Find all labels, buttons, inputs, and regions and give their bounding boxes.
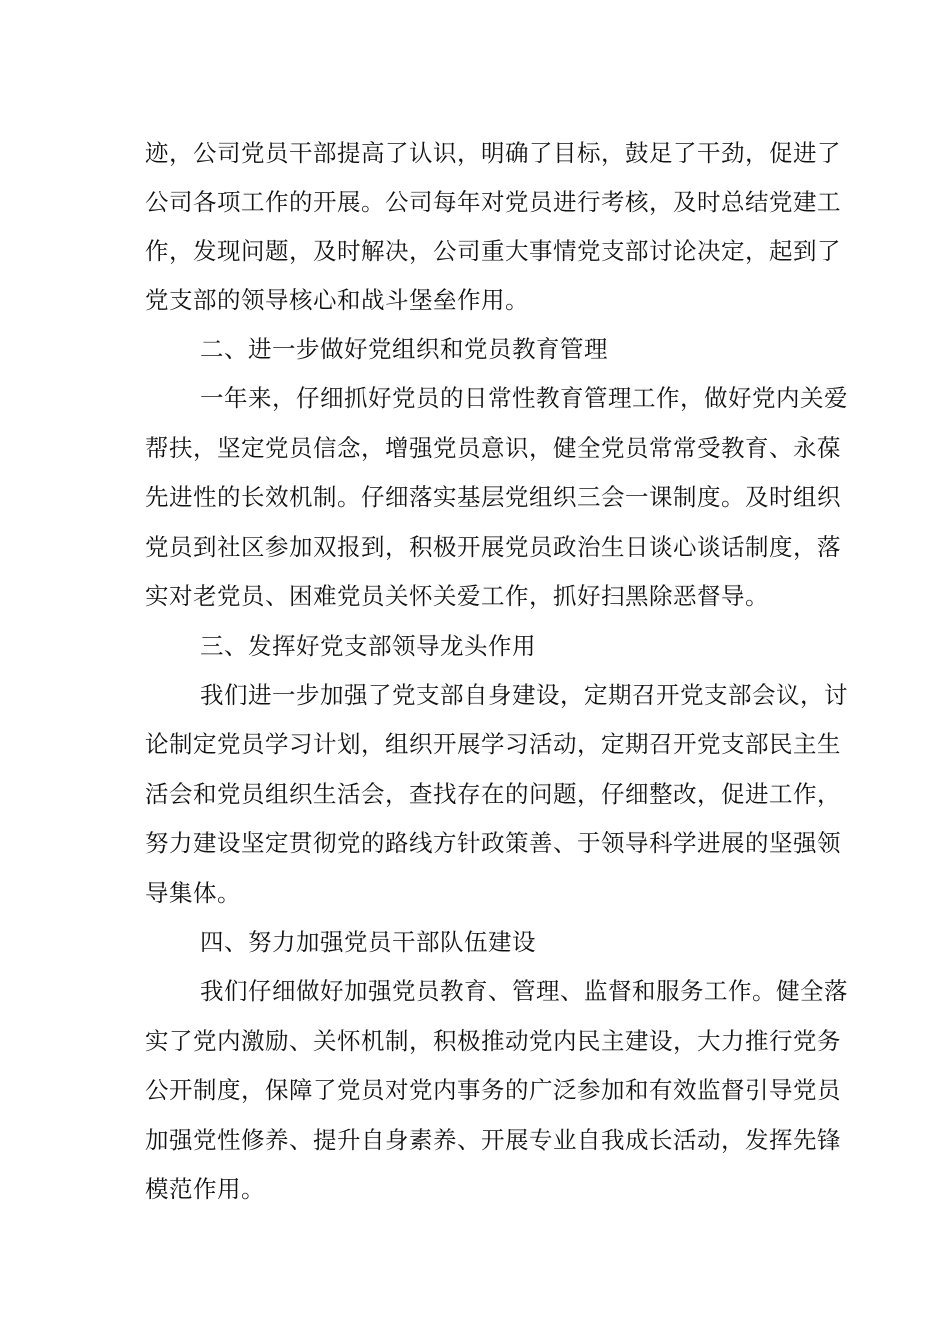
paragraph-1-line-4: 党支部的领导核心和战斗堡垒作用。 xyxy=(145,286,529,314)
paragraph-4-line-4: 加强党性修养、提升自身素养、开展专业自我成长活动，发挥先锋 xyxy=(145,1126,841,1154)
paragraph-2-line-3: 先进性的长效机制。仔细落实基层党组织三会一课制度。及时组织 xyxy=(145,483,841,511)
section-heading-3: 三、发挥好党支部领导龙头作用 xyxy=(200,632,536,660)
paragraph-4-line-3: 公开制度，保障了党员对党内事务的广泛参加和有效监督引导党员 xyxy=(145,1076,841,1104)
paragraph-3-line-5: 导集体。 xyxy=(145,879,241,907)
paragraph-2-line-5: 实对老党员、困难党员关怀关爱工作，抓好扫黑除恶督导。 xyxy=(145,582,769,610)
paragraph-2-line-2: 帮扶，坚定党员信念，增强党员意识，健全党员常常受教育、永葆 xyxy=(145,434,841,462)
paragraph-3-line-3: 活会和党员组织生活会，查找存在的问题，仔细整改，促进工作， xyxy=(145,780,841,808)
paragraph-1-line-3: 作，发现问题，及时解决，公司重大事情党支部讨论决定，起到了 xyxy=(145,237,841,265)
paragraph-1-line-2: 公司各项工作的开展。公司每年对党员进行考核，及时总结党建工 xyxy=(145,188,841,216)
paragraph-4-line-1: 我们仔细做好加强党员教育、管理、监督和服务工作。健全落 xyxy=(200,977,848,1005)
section-heading-2: 二、进一步做好党组织和党员教育管理 xyxy=(200,335,608,363)
paragraph-4-line-5: 模范作用。 xyxy=(145,1175,265,1203)
paragraph-1-line-1: 迹，公司党员干部提高了认识，明确了目标，鼓足了干劲，促进了 xyxy=(145,139,841,167)
paragraph-4-line-2: 实了党内激励、关怀机制，积极推动党内民主建设，大力推行党务 xyxy=(145,1027,841,1055)
paragraph-2-line-1: 一年来，仔细抓好党员的日常性教育管理工作，做好党内关爱 xyxy=(200,384,848,412)
paragraph-2-line-4: 党员到社区参加双报到，积极开展党员政治生日谈心谈话制度，落 xyxy=(145,533,841,561)
section-heading-4: 四、努力加强党员干部队伍建设 xyxy=(200,928,536,956)
paragraph-3-line-4: 努力建设坚定贯彻党的路线方针政策善、于领导科学进展的坚强领 xyxy=(145,829,841,857)
paragraph-3-line-2: 论制定党员学习计划，组织开展学习活动，定期召开党支部民主生 xyxy=(145,730,841,758)
paragraph-3-line-1: 我们进一步加强了党支部自身建设，定期召开党支部会议，讨 xyxy=(200,681,848,709)
